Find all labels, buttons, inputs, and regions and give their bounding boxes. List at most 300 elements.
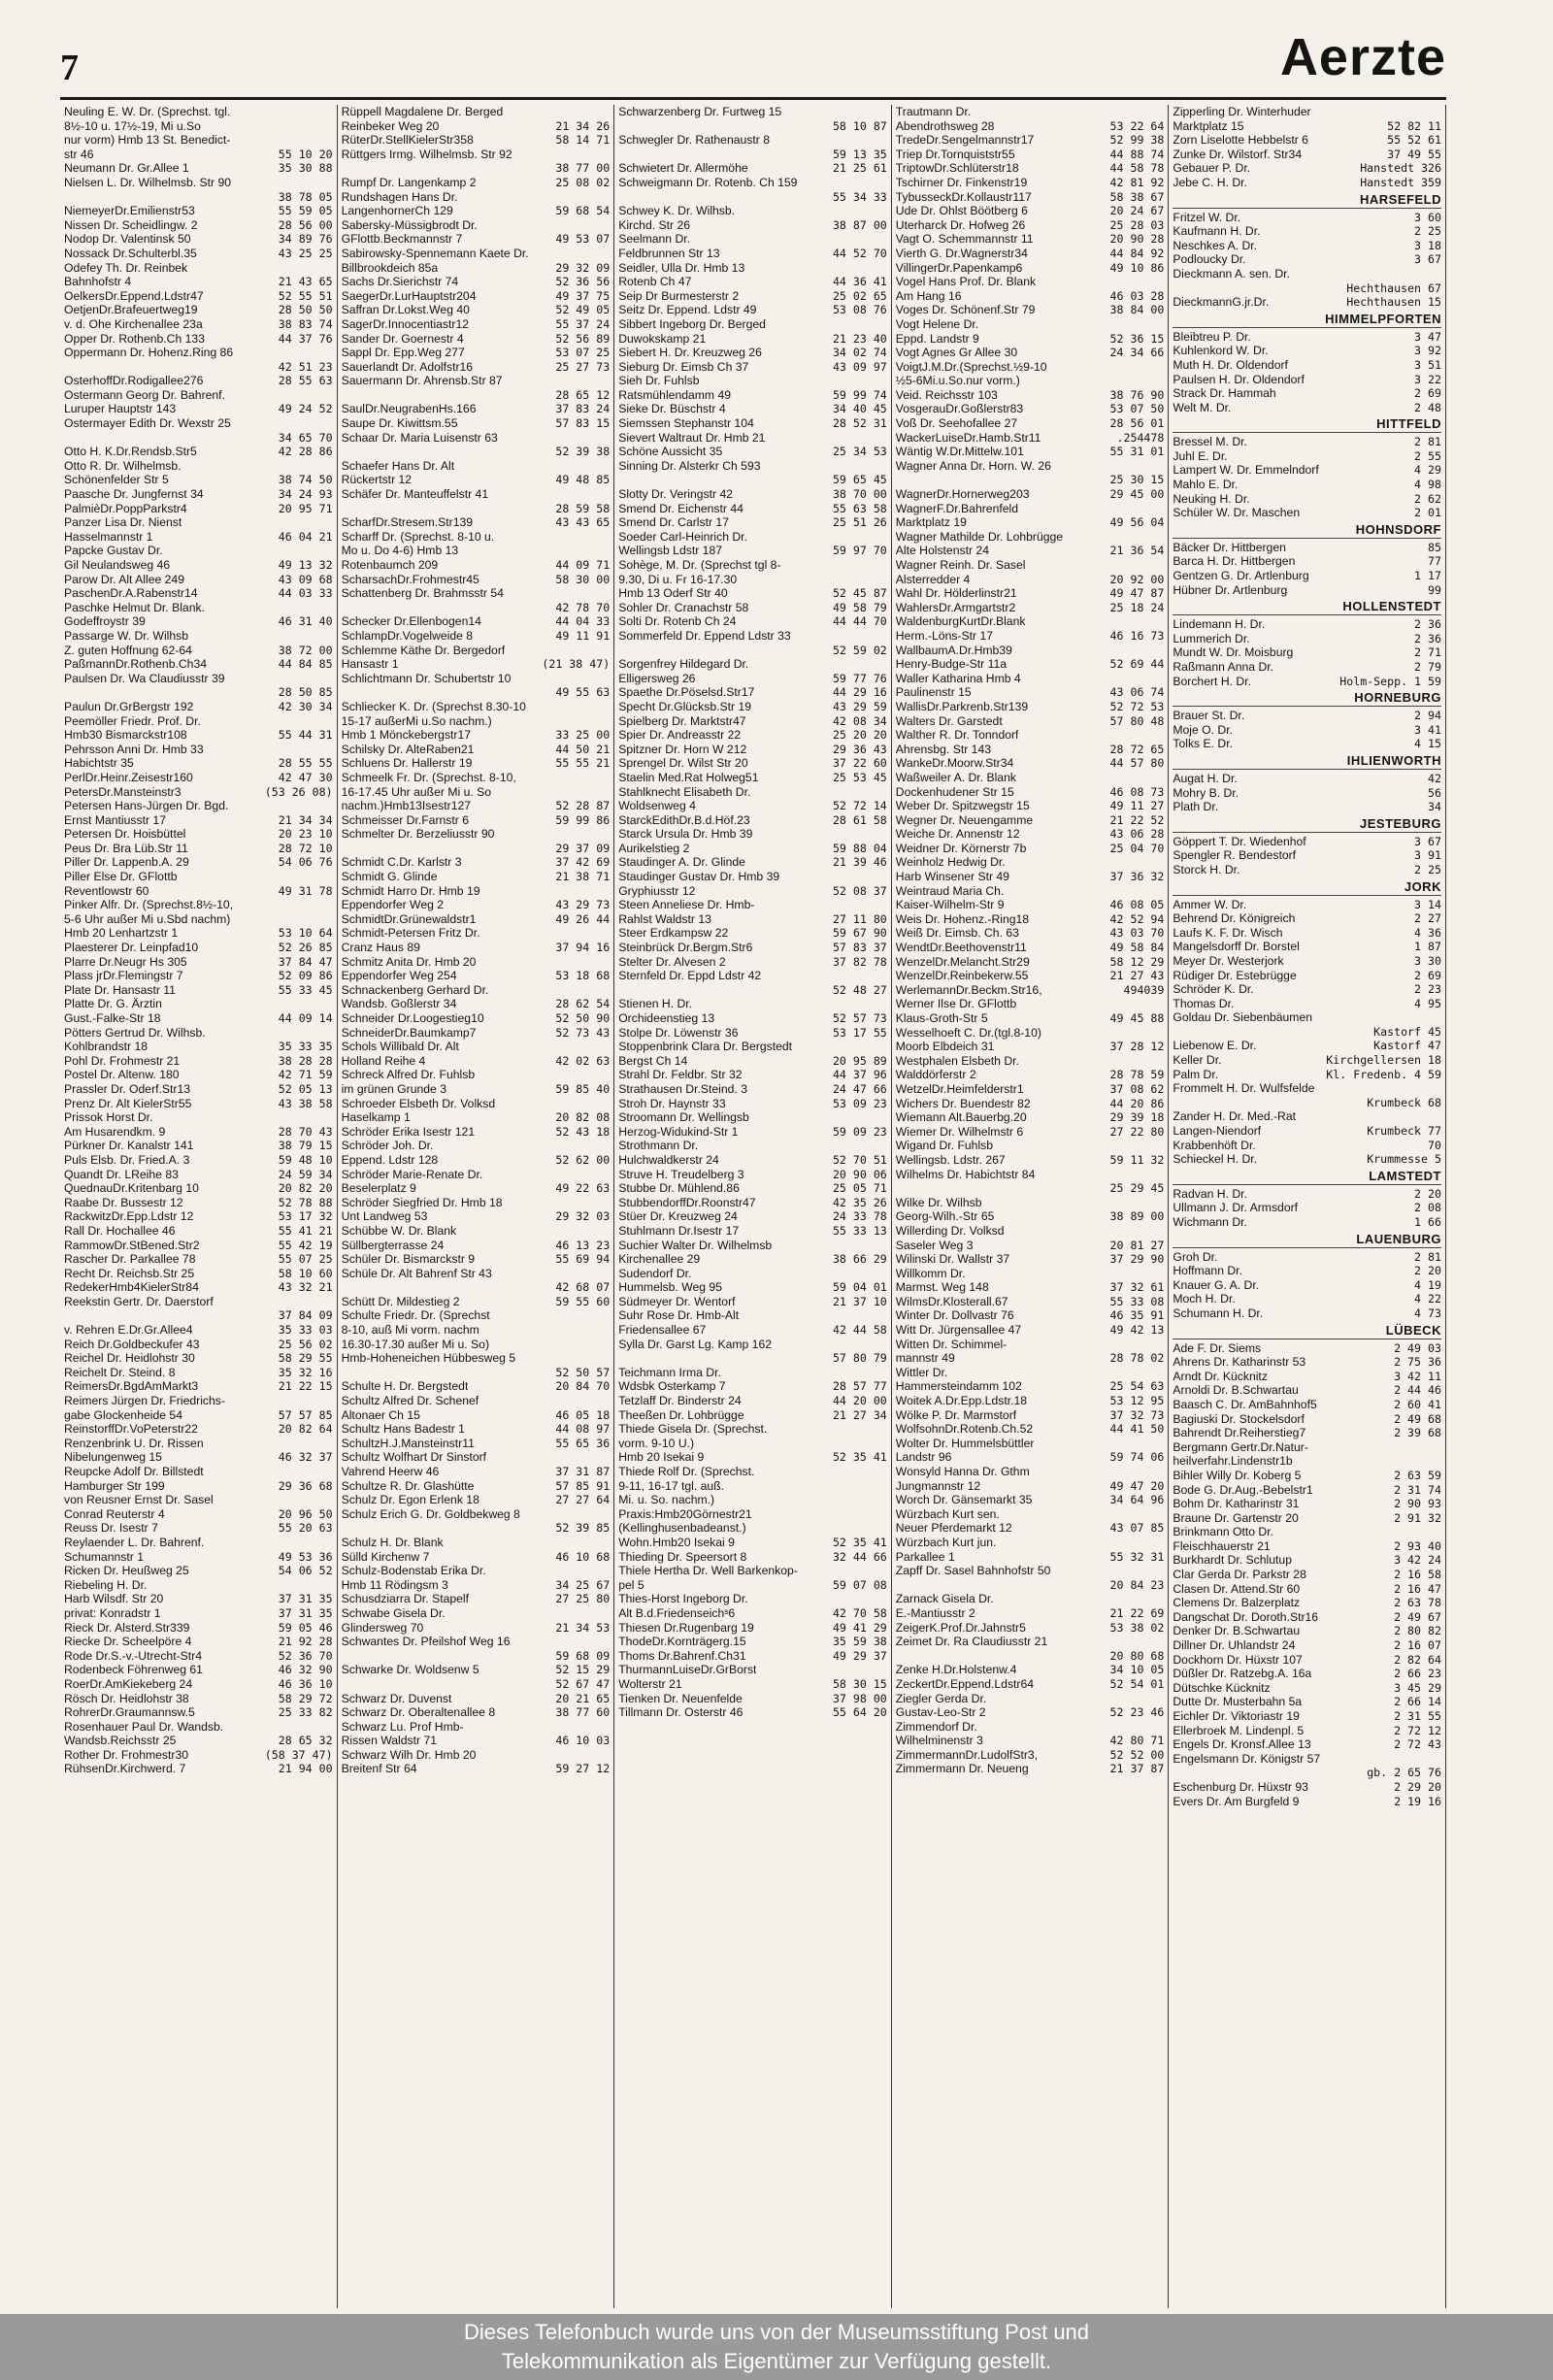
entry-name: Staelin Med.Rat Holweg51 (618, 770, 759, 784)
directory-entry (64, 955, 333, 970)
directory-entry (64, 1649, 333, 1664)
entry-name: Prassler Dr. Oderf.Str13 (64, 1081, 191, 1096)
directory-entry (618, 1450, 887, 1465)
directory-entry (64, 515, 333, 530)
entry-phone: 38 77 60 (555, 1705, 611, 1720)
entry-name: Mahlo E. Dr. (1173, 478, 1239, 492)
entry-phone: 46 08 05 (1109, 898, 1165, 912)
entry-name: Nodop Dr. Valentinsk 50 (64, 232, 191, 247)
directory-entry (342, 756, 611, 771)
entry-name: SchlampDr.Vogelweide 8 (341, 628, 474, 643)
directory-entry (342, 1125, 611, 1140)
entry-phone: 42 78 70 (555, 600, 611, 614)
entry-phone: 3 91 (1414, 848, 1441, 863)
entry-phone: 38 66 29 (832, 1252, 887, 1267)
entry-phone: 52 05 13 (278, 1081, 333, 1096)
entry-name: Herzog-Widukind-Str 1 (618, 1124, 739, 1139)
entry-name: Am Husarendkm. 9 (64, 1124, 166, 1139)
directory-entry (1173, 737, 1441, 751)
entry-phone: 37 28 12 (1109, 1040, 1165, 1054)
directory-entry (342, 926, 611, 941)
entry-name: WerlemannDr.Beckm.Str16, (895, 982, 1042, 997)
directory-entry (342, 1082, 611, 1097)
directory-entry (342, 1536, 611, 1550)
directory-entry (64, 1168, 333, 1182)
entry-phone: 52 73 43 (555, 1025, 611, 1040)
entry-phone: 43 29 73 (555, 898, 611, 912)
entry-phone: 53 38 02 (1109, 1620, 1165, 1635)
directory-entry (342, 544, 611, 558)
directory-entry (64, 1734, 333, 1748)
entry-phone: 44 09 14 (278, 1011, 333, 1025)
entry-name: Düßler Dr. Ratzebg.A. 16a (1173, 1667, 1312, 1681)
entry-name: Rosenhauer Paul Dr. Wandsb. (64, 1719, 224, 1734)
entry-phone: 59 97 70 (832, 544, 887, 558)
directory-entry (618, 997, 887, 1011)
entry-phone: 4 19 (1414, 1277, 1441, 1292)
entry-phone: 20 82 08 (555, 1110, 611, 1125)
entry-phone: 25 27 73 (555, 359, 611, 374)
directory-entry (342, 1493, 611, 1507)
entry-name: Weis Dr. Hohenz.-Ring18 (895, 911, 1030, 926)
directory-entry (64, 586, 333, 601)
entry-phone: 20 95 71 (278, 501, 333, 515)
entry-name: Hammersteindamm 102 (895, 1379, 1022, 1394)
entry-phone: 38 77 00 (555, 161, 611, 176)
entry-name: Pürkner Dr. Kanalstr 141 (64, 1139, 194, 1153)
directory-entry (1173, 1081, 1441, 1096)
entry-phone: 52 23 46 (1109, 1705, 1165, 1720)
entry-name: Godeffroystr 39 (64, 614, 146, 629)
entry-name: Schreck Alfred Dr. Fuhlsb (341, 1068, 476, 1082)
directory-entry (896, 1536, 1165, 1550)
entry-phone: 2 20 (1414, 1264, 1441, 1278)
entry-phone: 28 72 10 (278, 841, 333, 855)
directory-entry (896, 1621, 1165, 1636)
directory-entry (64, 1394, 333, 1408)
entry-phone: 37 31 35 (278, 1592, 333, 1606)
directory-entry (64, 1663, 333, 1677)
entry-name: WallisDr.Parkrenb.Str139 (895, 699, 1029, 713)
entry-name: Thomas Dr. (1173, 996, 1235, 1010)
entry-name: Prenz Dr. Alt KielerStr55 (64, 1096, 192, 1110)
directory-entry (64, 614, 333, 629)
entry-phone: 58 30 00 (555, 572, 611, 586)
directory-entry (618, 388, 887, 403)
directory-entry (1173, 344, 1441, 358)
directory-entry (618, 1578, 887, 1593)
entry-phone: 46 31 40 (278, 614, 333, 629)
entry-name: Waßweiler A. Dr. Blank (895, 770, 1016, 784)
entry-name: PalmièDr.PoppParkstr4 (64, 501, 187, 515)
entry-phone: 21 25 61 (832, 161, 887, 176)
directory-entry (618, 105, 887, 119)
entry-name: PetersDr.Mansteinstr3 (64, 784, 182, 799)
entry-phone: 21 27 34 (832, 1407, 887, 1422)
directory-entry (618, 1168, 887, 1182)
entry-name: Struve H. Treudelberg 3 (618, 1167, 744, 1181)
directory-entry (1173, 969, 1441, 983)
entry-phone: 28 55 63 (278, 374, 333, 388)
entry-name: Hmb 20 Isekai 9 (618, 1450, 705, 1465)
directory-entry (342, 332, 611, 347)
entry-phone: 53 10 64 (278, 926, 333, 941)
directory-entry (64, 1621, 333, 1636)
entry-phone: 24 47 66 (832, 1081, 887, 1096)
entry-name: Schüle Dr. Alt Bahrenf Str 43 (341, 1266, 492, 1280)
entry-name: Wolter Dr. Hummelsbüttler (895, 1436, 1035, 1450)
entry-phone: 3 18 (1414, 238, 1441, 252)
entry-name: Sibbert Ingeborg Dr. Berged (618, 316, 766, 331)
directory-entry (342, 161, 611, 176)
entry-phone: 42 51 23 (278, 359, 333, 374)
entry-phone: 46 03 28 (1109, 288, 1165, 303)
directory-entry (1173, 632, 1441, 646)
entry-name: Kaiser-Wilhelm-Str 9 (895, 898, 1005, 912)
entry-phone: 34 64 96 (1109, 1493, 1165, 1507)
entry-phone: 28 56 01 (1109, 416, 1165, 431)
entry-name: Kirchd. Str 26 (618, 217, 691, 232)
directory-entry (618, 1224, 887, 1239)
entry-name: Winter Dr. Dollvastr 76 (895, 1308, 1014, 1323)
entry-name: Wichmann Dr. (1173, 1215, 1247, 1229)
directory-entry (618, 558, 887, 573)
entry-name: Billbrookdeich 85a (341, 260, 439, 275)
entry-name: Weidner Dr. Körnerstr 7b (895, 841, 1027, 855)
directory-entry (896, 1450, 1165, 1465)
directory-entry (342, 1437, 611, 1451)
entry-phone: 38 89 00 (1109, 1209, 1165, 1224)
entry-phone: 52 15 29 (555, 1663, 611, 1677)
entry-phone: 52 28 87 (555, 799, 611, 813)
place-heading: LAMSTEDT (1173, 1169, 1441, 1185)
directory-entry (342, 1323, 611, 1338)
directory-entry (618, 1408, 887, 1423)
entry-name: Saffran Dr.Lokst.Weg 40 (341, 303, 470, 317)
entry-name: Evers Dr. Am Burgfeld 9 (1173, 1794, 1300, 1808)
entry-name: Triep Dr.Tornquiststr55 (895, 147, 1015, 161)
directory-entry (64, 218, 333, 233)
directory-entry (64, 105, 333, 119)
directory-entry (618, 1649, 887, 1664)
entry-name: von Reusner Ernst Dr. Sasel (64, 1493, 214, 1507)
entry-name: Barca H. Dr. Hittbergen (1173, 554, 1296, 569)
directory-entry (64, 1068, 333, 1082)
directory-entry (342, 1394, 611, 1408)
entry-name: Hansastr 1 (341, 657, 399, 672)
directory-entry (896, 1139, 1165, 1153)
entry-name: Parow Dr. Alt Allee 249 (64, 572, 184, 586)
entry-name: Eschenburg Dr. Hüxstr 93 (1173, 1779, 1308, 1794)
directory-entry (896, 1606, 1165, 1621)
entry-phone: 21 92 28 (278, 1635, 333, 1649)
entry-phone: 37 94 16 (555, 941, 611, 955)
directory-entry (64, 1748, 333, 1763)
directory-entry (896, 558, 1165, 573)
entry-phone: 43 09 97 (832, 359, 887, 374)
directory-entry (896, 1635, 1165, 1649)
directory-entry (618, 1521, 887, 1536)
entry-name: Rüppell Magdalene Dr. Berged (341, 105, 504, 118)
entry-phone: 54 06 76 (278, 855, 333, 870)
directory-entry (342, 728, 611, 743)
directory-entry (896, 431, 1165, 446)
entry-name: Paulun Dr.GrBergstr 192 (64, 699, 194, 713)
entry-name: 9.30, Di u. Fr 16-17.30 (618, 572, 738, 586)
footer-line-2: Telekommunikation als Eigentümer zur Verfügung gestellt. (501, 2349, 1052, 2373)
entry-phone: 43 25 25 (278, 246, 333, 260)
directory-entry (64, 898, 333, 912)
entry-phone: 1 66 (1414, 1215, 1441, 1229)
entry-name: Saseler Weg 3 (895, 1238, 974, 1252)
directory-entry (618, 1139, 887, 1153)
directory-entry (64, 870, 333, 884)
entry-phone: 44 36 41 (832, 275, 887, 289)
directory-entry (64, 1479, 333, 1494)
entry-name: Orchideenstieg 13 (618, 1011, 715, 1025)
directory-entry (618, 1550, 887, 1565)
entry-phone: 46 32 90 (278, 1663, 333, 1677)
directory-entry (896, 317, 1165, 332)
directory-entry (64, 332, 333, 347)
entry-name: Riecke Dr. Scheelpöre 4 (64, 1635, 192, 1649)
entry-phone: 55 52 61 (1387, 133, 1441, 148)
entry-name: Sommerfeld Dr. Eppend Ldstr 33 (618, 628, 791, 643)
entry-name: Rahlst Waldstr 13 (618, 911, 711, 926)
entry-name: 8-10, auß Mi vorm. nachm (341, 1323, 479, 1338)
entry-phone: 2 63 78 (1394, 1596, 1441, 1610)
directory-entry (64, 133, 333, 148)
directory-entry (1173, 898, 1441, 912)
entry-name: Spaethe Dr.Pöselsd.Str17 (618, 685, 755, 700)
entry-name: Schwietert Dr. Allermöhe (618, 161, 748, 176)
entry-phone: 3 42 24 (1394, 1553, 1441, 1568)
entry-phone: 49 11 91 (555, 628, 611, 643)
entry-name: Wichers Dr. Buendestr 82 (895, 1096, 1031, 1110)
entry-phone: 44 41 50 (1109, 1422, 1165, 1437)
entry-phone: 38 83 74 (278, 316, 333, 331)
entry-name: RoerDr.AmKiekeberg 24 (64, 1676, 193, 1691)
directory-entry (342, 1068, 611, 1082)
entry-name: Wohn.Hmb20 Isekai 9 (618, 1535, 735, 1549)
entry-phone: 49 58 79 (832, 600, 887, 614)
entry-phone: 57 83 37 (832, 941, 887, 955)
directory-entry (64, 1720, 333, 1735)
directory-entry (618, 473, 887, 487)
entry-name: Storck H. Dr. (1173, 862, 1240, 876)
entry-name: Rüdiger Dr. Estebrügge (1173, 968, 1297, 982)
entry-phone: 49 47 87 (1109, 586, 1165, 601)
entry-name: Würzbach Kurt sen. (895, 1506, 1000, 1521)
directory-entry (64, 1521, 333, 1536)
entry-phone: 28 57 77 (832, 1379, 887, 1394)
entry-name: Puls Elsb. Dr. Fried.A. 3 (64, 1152, 190, 1167)
directory-entry (618, 756, 887, 771)
directory-entry (1173, 1096, 1441, 1110)
entry-phone: 2 69 (1414, 968, 1441, 982)
entry-name: Schübbe W. Dr. Blank (341, 1223, 457, 1238)
entry-name: Rother Dr. Frohmestr30 (64, 1747, 189, 1762)
directory-entry (64, 1224, 333, 1239)
directory-entry (1173, 848, 1441, 863)
entry-name: Rissen Waldstr 71 (341, 1734, 438, 1748)
entry-name: Zipperling Dr. Winterhuder (1173, 105, 1311, 118)
entry-name: Solti Dr. Rotenb Ch 24 (618, 614, 737, 629)
directory-entry (896, 997, 1165, 1011)
directory-entry (896, 1351, 1165, 1366)
directory-entry (342, 813, 611, 828)
directory-entry (1173, 940, 1441, 954)
entry-name: Liebenow E. Dr. (1173, 1039, 1257, 1053)
entry-name: SagerDr.Innocentiastr12 (341, 316, 470, 331)
entry-phone: Hechthausen 15 (1346, 295, 1441, 310)
directory-entry (618, 1323, 887, 1338)
directory-entry (64, 459, 333, 474)
entry-name: Weiß Dr. Eimsb. Ch. 63 (895, 926, 1019, 941)
entry-phone: 46 36 10 (278, 1676, 333, 1691)
directory-entry (618, 1068, 887, 1082)
entry-name: Stroomann Dr. Wellingsb (618, 1110, 749, 1125)
entry-name: Pehrsson Anni Dr. Hmb 33 (64, 742, 204, 756)
entry-phone: 2 49 67 (1394, 1609, 1441, 1624)
directory-entry (64, 1011, 333, 1026)
entry-phone: 21 38 71 (555, 870, 611, 884)
entry-name: Zunke Dr. Wilstorf. Str34 (1173, 147, 1303, 161)
entry-phone: 55 10 20 (278, 147, 333, 161)
entry-phone: 25 54 63 (1109, 1379, 1165, 1394)
entry-name: Mi. u. So. nachm.) (618, 1493, 715, 1507)
entry-phone: 28 50 50 (278, 303, 333, 317)
entry-phone: 43 06 74 (1109, 685, 1165, 700)
entry-phone: 53 17 55 (832, 1025, 887, 1040)
entry-name: Bahrendt Dr.Reiherstieg7 (1173, 1426, 1306, 1440)
entry-name: Alsterredder 4 (895, 572, 971, 586)
entry-name: Goldau Dr. Siebenbäumen (1173, 1010, 1313, 1025)
entry-name: Stuhlmann Dr.Isestr 17 (618, 1223, 740, 1238)
entry-name: Walddörferstr 2 (895, 1068, 976, 1082)
entry-name: Willkomm Dr. (895, 1266, 966, 1280)
entry-phone: 2 19 16 (1394, 1794, 1441, 1808)
entry-phone: 52 72 14 (832, 799, 887, 813)
entry-name: Radvan H. Dr. (1173, 1186, 1247, 1201)
entry-name: Wilhelminenstr 3 (895, 1734, 983, 1748)
entry-phone: 57 80 48 (1109, 713, 1165, 728)
entry-name: Parkallee 1 (895, 1549, 955, 1564)
entry-phone: 2 79 (1414, 660, 1441, 674)
directory-entry (342, 785, 611, 800)
entry-phone: 55 33 13 (832, 1223, 887, 1238)
entry-phone: Hechthausen 67 (1346, 281, 1441, 295)
directory-entry (896, 360, 1165, 375)
entry-phone: (58 37 47) (264, 1747, 333, 1762)
entry-phone: 37 84 09 (278, 1308, 333, 1323)
directory-entry (618, 1181, 887, 1196)
directory-entry (1173, 1341, 1441, 1356)
entry-phone: 2 81 (1414, 1249, 1441, 1264)
entry-name: Sappl Dr. Epp.Weg 277 (341, 346, 465, 360)
directory-entry (1173, 1039, 1441, 1053)
entry-phone: 2 49 03 (1394, 1340, 1441, 1355)
entry-phone: 42 28 86 (278, 445, 333, 459)
directory-entry (896, 1564, 1165, 1578)
directory-entry (618, 459, 887, 474)
entry-name: Schaar Dr. Maria Luisenstr 63 (341, 430, 498, 445)
entry-name: Nossack Dr.Schulterbl.35 (64, 246, 197, 260)
directory-entry (618, 842, 887, 856)
directory-entry (618, 644, 887, 658)
entry-name: Schröder Siegfried Dr. Hmb 18 (341, 1195, 503, 1209)
entry-name: Sprengel Dr. Wilst Str 20 (618, 756, 748, 771)
directory-entry (618, 431, 887, 446)
entry-name: Schulte Friedr. Dr. (Sprechst (341, 1308, 490, 1323)
entry-phone: 44 03 33 (278, 586, 333, 601)
entry-name: Schüler Dr. Bismarckstr 9 (341, 1252, 476, 1267)
directory-entry (1173, 119, 1441, 134)
directory-entry (618, 176, 887, 190)
directory-entry (896, 416, 1165, 431)
entry-phone: 2 36 (1414, 631, 1441, 645)
directory-entry (618, 119, 887, 134)
entry-name: Hmb30 Bismarckstr108 (64, 728, 187, 743)
directory-entry (342, 870, 611, 884)
entry-name: Eppendorfer Weg 2 (341, 898, 445, 912)
entry-name: Thies-Horst Ingeborg Dr. (618, 1592, 748, 1606)
directory-entry (618, 1379, 887, 1394)
entry-name: Schultz Hans Badestr 1 (341, 1422, 465, 1437)
entry-name: Dutte Dr. Musterbahn 5a (1173, 1695, 1303, 1709)
entry-name: Slotty Dr. Veringstr 42 (618, 487, 734, 502)
entry-phone: 57 57 85 (278, 1407, 333, 1422)
directory-entry (618, 1153, 887, 1168)
entry-phone: 43 03 70 (1109, 926, 1165, 941)
directory-entry (1173, 1215, 1441, 1230)
directory-entry (618, 1011, 887, 1026)
directory-entry (64, 827, 333, 842)
entry-phone: 44 50 21 (555, 742, 611, 756)
entry-name: Pötters Gertrud Dr. Wilhsb. (64, 1025, 206, 1040)
entry-name: ZeckertDr.Eppend.Ldstr64 (895, 1676, 1035, 1691)
directory-entry (64, 303, 333, 317)
entry-phone: 3 30 (1414, 953, 1441, 968)
directory-entry (1173, 1139, 1441, 1153)
entry-phone: 55 69 94 (555, 1252, 611, 1267)
entry-phone: 42 68 07 (555, 1280, 611, 1295)
entry-phone: 43 32 21 (278, 1280, 333, 1295)
entry-name: ThodeDr.Kornträgerg.15 (618, 1635, 746, 1649)
directory-entry (618, 1705, 887, 1720)
entry-name: Hmb 20 Lenhartzstr 1 (64, 926, 179, 941)
entry-name: Sabirowsky-Spennemann Kaete Dr. (341, 246, 529, 260)
entry-phone: 46 10 68 (555, 1549, 611, 1564)
directory-entry (342, 289, 611, 304)
entry-phone: 37 82 78 (832, 954, 887, 969)
directory-entry (342, 1692, 611, 1706)
entry-phone: 42 71 59 (278, 1068, 333, 1082)
entry-name: Thoms Dr.Bahrenf.Ch31 (618, 1648, 746, 1663)
entry-name: Sohler Dr. Cranachstr 58 (618, 600, 749, 614)
directory-column-5 (1169, 105, 1446, 2308)
entry-phone: 49 22 63 (555, 1181, 611, 1196)
entry-name: Schmidt G. Glinde (341, 870, 438, 884)
entry-phone: 32 44 66 (832, 1549, 887, 1564)
entry-phone: 43 06 28 (1109, 827, 1165, 842)
entry-name: Schwarz Lu. Prof Hmb- (341, 1719, 464, 1734)
directory-entry (896, 459, 1165, 474)
entry-name: Nibelungenweg 15 (64, 1450, 162, 1465)
entry-name: Südmeyer Dr. Wentorf (618, 1294, 736, 1308)
entry-name: Smend Dr. Eichenstr 44 (618, 501, 743, 515)
entry-name: Wigand Dr. Fuhlsb (895, 1139, 994, 1153)
